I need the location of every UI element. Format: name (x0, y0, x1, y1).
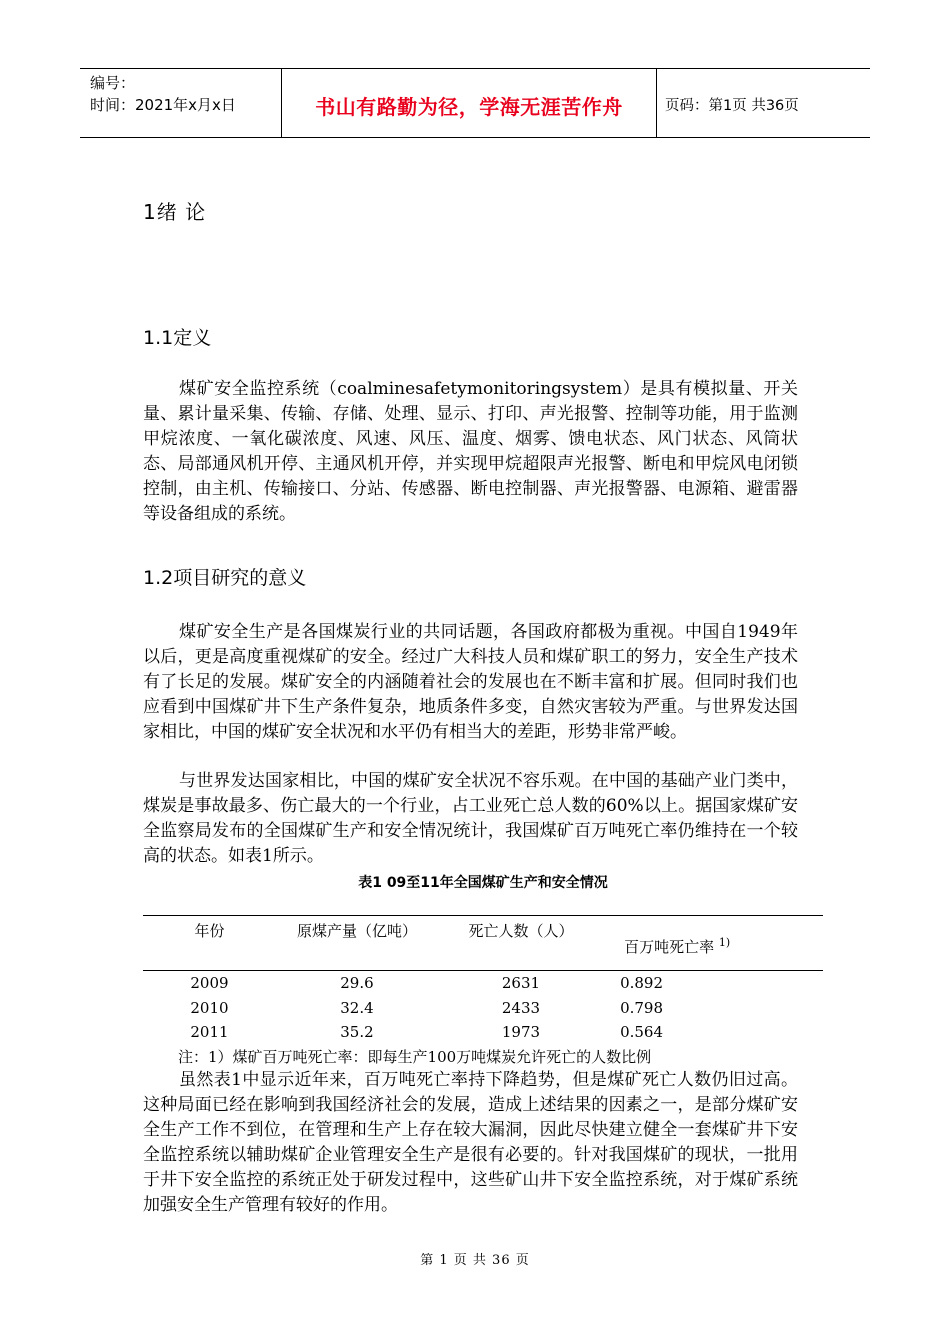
section-title-definition: 1.1定义 (143, 327, 212, 349)
chapter-title: 1绪 论 (143, 200, 207, 224)
header-time: 时间：2021年x月x日 (90, 96, 236, 114)
cell-deaths: 2433 (501, 998, 541, 1017)
header-number: 编号： (90, 74, 136, 92)
cell-output: 35.2 (340, 1023, 374, 1041)
coal-safety-table (143, 915, 823, 1047)
cell-rate: 0.564 (620, 1023, 664, 1041)
significance-paragraph-1: 煤矿安全生产是各国煤炭行业的共同话题，各国政府都极为重视。中国自1949年以后，更是高度重视煤矿的安全。经过广大科技人员和煤矿职工的努力，安全生产技术有了长足的发展。煤矿安全的内涵随着社会的发展也在不断丰富和扩展。但同时我们也应看到中国煤矿井下生产条件复杂，地质条件多变，自然灾害较为严重。与世界发达国家相比，中国的煤矿安全状况和水平仍有相当大的差距，形势非常严峻。 (143, 622, 798, 742)
header-divider (656, 69, 657, 137)
table-header-row (143, 916, 823, 971)
table-row (143, 996, 823, 1021)
header-rate-label: 百万吨死亡率 (624, 938, 715, 956)
cell-output: 29.6 (340, 974, 374, 992)
header-meta (90, 72, 236, 116)
header-deaths: 死亡人数（人） (438, 916, 604, 971)
conclusion-paragraph: 虽然表1中显示近年来，百万吨死亡率持下降趋势，但是煤矿死亡人数仍旧过高。这种局面已经在影响到我国经济社会的发展，造成上述结果的因素之一，是部分煤矿安全生产工作不到位，在管理和生产上存在较大漏洞，因此尽快建立健全一套煤矿井下安全监控系统以辅助煤矿企业管理安全生产是很有必要的。针对我国煤矿的现状，一批用于井下安全监控的系统正处于研发过程中，这些矿山井下安全监控系统，对于煤矿系统加强安全生产管理有较好的作用。 (143, 1070, 798, 1215)
header-motto: 书山有路勤为径，学海无涯苦作舟 (315, 95, 623, 119)
table-row (143, 1020, 823, 1047)
header-rate-cell (604, 916, 823, 971)
table-caption: 表1 09至11年全国煤矿生产和安全情况 (358, 875, 608, 891)
cell-rate: 0.892 (620, 974, 664, 992)
cell-year: 2010 (190, 998, 229, 1017)
cell-output: 32.4 (340, 998, 374, 1017)
cell-rate: 0.798 (620, 998, 664, 1017)
cell-deaths: 2631 (501, 974, 541, 992)
cell-deaths: 1973 (501, 1023, 541, 1041)
header-rate (624, 936, 730, 957)
definition-paragraph: 煤矿安全监控系统（coalminesafetymonitoringsystem）是具有模拟量、开关量、累计量采集、传输、存储、处理、显示、打印、声光报警、控制等功能，用于监测甲烷浓度、一氧化碳浓度、风速、风压、温度、烟雾、馈电状态、风门状态、风筒状态、局部通风机开停、主通风机开停，并实现甲烷超限声光报警、断电和甲烷风电闭锁控制，由主机、传输接口、分站、传感器、断电控制器、声光报警器、电源箱、避雷器等设备组成的系统。 (143, 379, 798, 524)
header-output: 原煤产量（亿吨） (276, 916, 438, 971)
table-row (143, 971, 823, 996)
header-rate-footnote: 1) (718, 936, 731, 949)
cell-year: 2011 (190, 1023, 229, 1041)
table-note: 注：1）煤矿百万吨死亡率：即每生产100万吨煤炭允许死亡的人数比例 (178, 1048, 652, 1066)
header-table (80, 68, 870, 138)
significance-paragraph-2: 与世界发达国家相比，中国的煤矿安全状况不容乐观。在中国的基础产业门类中，煤炭是事故最多、伤亡最大的一个行业，占工业死亡总人数的60%以上。据国家煤矿安全监察局发布的全国煤矿生产和安全情况统计，我国煤矿百万吨死亡率仍维持在一个较高的状态。如表1所示。 (143, 771, 798, 866)
header-page-number: 页码：第1页 共36页 (665, 98, 799, 114)
cell-year: 2009 (190, 974, 229, 992)
page-footer: 第 1 页 共 36 页 (420, 1253, 530, 1268)
section-title-significance: 1.2项目研究的意义 (143, 567, 307, 589)
header-year: 年份 (143, 916, 276, 971)
